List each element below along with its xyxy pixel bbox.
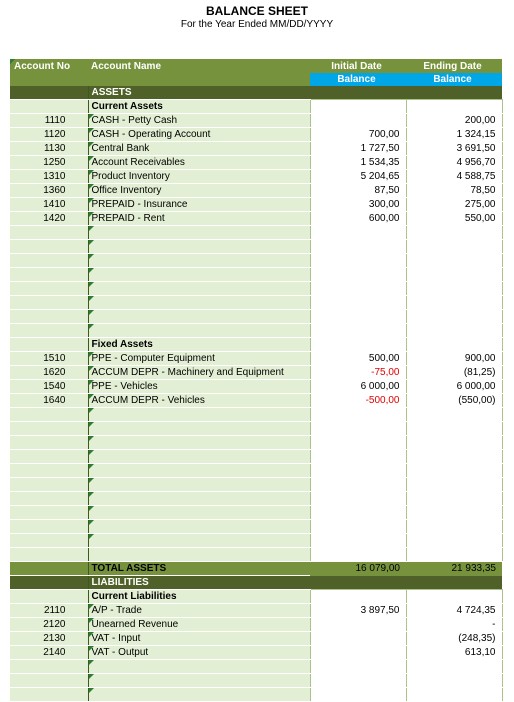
ending-balance-cell[interactable]: (550,00) <box>406 394 502 408</box>
ending-balance-cell[interactable] <box>406 100 502 114</box>
table-row <box>10 254 502 268</box>
column-header-row <box>10 59 502 73</box>
table-row <box>10 184 502 198</box>
initial-balance-cell[interactable] <box>310 114 406 128</box>
ending-balance-cell[interactable] <box>406 548 502 562</box>
subheading-row <box>10 590 502 604</box>
account-no-cell[interactable] <box>10 338 88 352</box>
ending-balance-cell[interactable]: 550,00 <box>406 212 502 226</box>
table-row <box>10 268 502 282</box>
account-name-cell[interactable] <box>88 492 310 506</box>
ending-balance-cell[interactable] <box>406 576 502 590</box>
cell-comment-marker <box>89 450 94 455</box>
account-no-cell[interactable] <box>10 506 88 520</box>
account-name-cell[interactable]: Central Bank <box>88 142 310 156</box>
balance-sheet-table <box>10 59 503 702</box>
table-row <box>10 506 502 520</box>
cell-comment-marker <box>89 254 94 259</box>
account-no-cell[interactable] <box>10 268 88 282</box>
table-row <box>10 282 502 296</box>
table-row <box>10 394 502 408</box>
table-row <box>10 198 502 212</box>
cell-comment-marker <box>89 184 94 189</box>
ending-balance-cell[interactable] <box>406 422 502 436</box>
col-account-no[interactable]: Account No <box>10 59 88 73</box>
account-name-cell[interactable] <box>88 254 310 268</box>
account-no-cell[interactable] <box>10 296 88 310</box>
initial-balance-cell[interactable] <box>310 240 406 254</box>
table-row <box>10 436 502 450</box>
cell-comment-marker <box>89 380 94 385</box>
ending-balance-cell[interactable]: 200,00 <box>406 114 502 128</box>
initial-balance-cell[interactable] <box>310 86 406 100</box>
initial-balance-cell[interactable] <box>310 296 406 310</box>
table-row <box>10 240 502 254</box>
account-name-cell[interactable] <box>88 534 310 548</box>
ending-balance-cell[interactable] <box>406 478 502 492</box>
initial-balance-cell[interactable]: 5 204,65 <box>310 170 406 184</box>
account-name-cell[interactable]: Product Inventory <box>88 170 310 184</box>
subheading-row <box>10 338 502 352</box>
ending-balance-cell[interactable]: 3 691,50 <box>406 142 502 156</box>
ending-balance-cell[interactable] <box>406 254 502 268</box>
account-no-cell[interactable] <box>10 324 88 338</box>
account-no-cell[interactable] <box>10 436 88 450</box>
ending-balance-cell[interactable]: - <box>406 618 502 632</box>
table-row <box>10 450 502 464</box>
table-row <box>10 366 502 380</box>
account-name-cell[interactable] <box>88 674 310 688</box>
table-row <box>10 422 502 436</box>
col-ending-balance[interactable]: Ending Date <box>406 59 502 73</box>
table-row <box>10 604 502 618</box>
ending-balance-cell[interactable]: 6 000,00 <box>406 380 502 394</box>
initial-balance-cell[interactable]: 500,00 <box>310 352 406 366</box>
table-row <box>10 114 502 128</box>
account-name-cell[interactable] <box>88 506 310 520</box>
ending-balance-cell[interactable] <box>406 590 502 604</box>
cell-comment-marker <box>89 114 94 119</box>
ending-balance-cell[interactable] <box>406 436 502 450</box>
account-no-cell[interactable] <box>10 450 88 464</box>
account-name-cell[interactable]: Account Receivables <box>88 156 310 170</box>
account-name-cell[interactable]: Unearned Revenue <box>88 618 310 632</box>
initial-balance-cell[interactable] <box>310 254 406 268</box>
cell-comment-marker <box>89 212 94 217</box>
account-name-cell[interactable]: VAT - Input <box>88 632 310 646</box>
initial-balance-cell[interactable] <box>310 436 406 450</box>
cell-comment-marker <box>89 240 94 245</box>
table-row <box>10 324 502 338</box>
ending-balance-cell[interactable] <box>406 282 502 296</box>
initial-balance-cell[interactable]: -500,00 <box>310 394 406 408</box>
ending-balance-cell[interactable]: (248,35) <box>406 632 502 646</box>
ending-balance-cell[interactable]: 275,00 <box>406 198 502 212</box>
account-name-cell[interactable] <box>88 478 310 492</box>
cell-comment-marker <box>89 464 94 469</box>
ending-balance-cell[interactable]: 4 956,70 <box>406 156 502 170</box>
ending-balance-cell[interactable] <box>406 296 502 310</box>
table-row <box>10 170 502 184</box>
account-no-cell[interactable] <box>10 520 88 534</box>
account-name-cell[interactable]: VAT - Output <box>88 646 310 660</box>
account-name-cell[interactable] <box>88 324 310 338</box>
initial-balance-cell[interactable]: 700,00 <box>310 128 406 142</box>
initial-balance-cell[interactable] <box>310 534 406 548</box>
account-no-cell[interactable] <box>10 562 88 576</box>
initial-balance-cell[interactable] <box>310 646 406 660</box>
account-no-cell[interactable] <box>10 576 88 590</box>
ending-balance-cell[interactable] <box>406 408 502 422</box>
account-name-cell[interactable]: Current Assets <box>88 100 310 114</box>
account-no-cell[interactable]: 2110 <box>10 604 88 618</box>
initial-balance-cell[interactable] <box>310 268 406 282</box>
account-no-cell[interactable] <box>10 240 88 254</box>
cell-comment-marker <box>89 170 94 175</box>
initial-balance-cell[interactable]: 3 897,50 <box>310 604 406 618</box>
account-name-cell[interactable] <box>88 660 310 674</box>
sheet-title: BALANCE SHEET <box>205 4 308 18</box>
initial-balance-cell[interactable] <box>310 660 406 674</box>
cell-comment-marker <box>89 310 94 315</box>
initial-balance-cell[interactable]: 87,50 <box>310 184 406 198</box>
account-name-cell[interactable] <box>88 520 310 534</box>
account-no-cell[interactable] <box>10 688 88 702</box>
table-row <box>10 520 502 534</box>
table-row <box>10 156 502 170</box>
account-name-cell[interactable]: Office Inventory <box>88 184 310 198</box>
cell-comment-marker <box>89 156 94 161</box>
cell-comment-marker <box>89 128 94 133</box>
ending-balance-cell[interactable]: 900,00 <box>406 352 502 366</box>
cell-comment-marker <box>89 324 94 329</box>
account-no-cell[interactable] <box>10 254 88 268</box>
cell-comment-marker <box>89 660 94 665</box>
table-row <box>10 618 502 632</box>
table-row <box>10 296 502 310</box>
cell-comment-marker <box>89 632 94 637</box>
account-name-cell[interactable] <box>88 408 310 422</box>
account-name-cell[interactable] <box>88 422 310 436</box>
cell-comment-marker <box>89 534 94 539</box>
account-no-cell[interactable] <box>10 100 88 114</box>
account-no-cell[interactable] <box>10 226 88 240</box>
cell-comment-marker <box>89 352 94 357</box>
cell-comment-marker <box>89 142 94 147</box>
account-no-cell[interactable] <box>10 408 88 422</box>
table-row <box>10 408 502 422</box>
table-row <box>10 464 502 478</box>
ending-balance-cell[interactable] <box>406 464 502 478</box>
account-no-cell[interactable] <box>10 660 88 674</box>
initial-balance-cell[interactable]: 300,00 <box>310 198 406 212</box>
account-name-cell[interactable] <box>88 296 310 310</box>
table-row <box>10 646 502 660</box>
cell-comment-marker <box>89 226 94 231</box>
initial-balance-cell[interactable]: 1 534,35 <box>310 156 406 170</box>
cell-comment-marker <box>89 646 94 651</box>
initial-balance-cell[interactable] <box>310 590 406 604</box>
account-name-cell[interactable] <box>88 226 310 240</box>
initial-balance-cell[interactable] <box>310 506 406 520</box>
account-name-cell[interactable]: ASSETS <box>88 86 310 100</box>
ending-balance-cell[interactable]: 4 724,35 <box>406 604 502 618</box>
ending-balance-cell[interactable]: 4 588,75 <box>406 170 502 184</box>
ending-balance-cell[interactable] <box>406 268 502 282</box>
cell-comment-marker <box>89 618 94 623</box>
table-row <box>10 492 502 506</box>
ending-balance-cell[interactable] <box>406 240 502 254</box>
initial-balance-cell[interactable] <box>310 464 406 478</box>
account-name-cell[interactable] <box>88 548 310 562</box>
account-no-cell[interactable] <box>10 492 88 506</box>
account-name-cell[interactable]: LIABILITIES <box>88 576 310 590</box>
account-no-cell[interactable]: 2140 <box>10 646 88 660</box>
table-row <box>10 632 502 646</box>
account-name-cell[interactable] <box>88 436 310 450</box>
cell-comment-marker <box>89 282 94 287</box>
ending-balance-cell[interactable] <box>406 506 502 520</box>
table-row <box>10 142 502 156</box>
table-row <box>10 478 502 492</box>
cell-comment-marker <box>89 296 94 301</box>
header-blank <box>88 73 310 86</box>
account-no-cell[interactable]: 2120 <box>10 618 88 632</box>
cell-comment-marker <box>89 478 94 483</box>
account-name-cell[interactable]: PREPAID - Insurance <box>88 198 310 212</box>
table-row <box>10 352 502 366</box>
account-name-cell[interactable] <box>88 310 310 324</box>
cell-comment-marker <box>89 422 94 427</box>
account-no-cell[interactable]: 1360 <box>10 184 88 198</box>
account-no-cell[interactable] <box>10 590 88 604</box>
account-name-cell[interactable]: ACCUM DEPR - Machinery and Equipment <box>88 366 310 380</box>
cell-comment-marker <box>89 674 94 679</box>
account-no-cell[interactable]: 1540 <box>10 380 88 394</box>
ending-balance-cell[interactable]: 78,50 <box>406 184 502 198</box>
account-no-cell[interactable]: 1640 <box>10 394 88 408</box>
ending-balance-cell[interactable] <box>406 338 502 352</box>
initial-balance-cell[interactable] <box>310 576 406 590</box>
ending-balance-cell[interactable] <box>406 534 502 548</box>
initial-balance-cell[interactable] <box>310 478 406 492</box>
account-name-cell[interactable]: CASH - Operating Account <box>88 128 310 142</box>
account-name-cell[interactable]: A/P - Trade <box>88 604 310 618</box>
initial-balance-cell[interactable] <box>310 492 406 506</box>
ending-balance-cell[interactable] <box>406 520 502 534</box>
initial-balance-cell[interactable] <box>310 618 406 632</box>
cell-comment-marker <box>89 520 94 525</box>
table-row <box>10 548 502 562</box>
initial-balance-cell[interactable] <box>310 324 406 338</box>
account-no-cell[interactable]: 1110 <box>10 114 88 128</box>
account-no-cell[interactable] <box>10 310 88 324</box>
account-name-cell[interactable]: PPE - Computer Equipment <box>88 352 310 366</box>
account-name-cell[interactable]: Fixed Assets <box>88 338 310 352</box>
cell-comment-marker <box>89 268 94 273</box>
account-no-cell[interactable]: 2130 <box>10 632 88 646</box>
account-no-cell[interactable]: 1620 <box>10 366 88 380</box>
account-name-cell[interactable] <box>88 240 310 254</box>
account-name-cell[interactable] <box>88 282 310 296</box>
account-name-cell[interactable]: PREPAID - Rent <box>88 212 310 226</box>
ending-balance-cell[interactable] <box>406 450 502 464</box>
total-assets-row <box>10 562 502 576</box>
initial-balance-cell[interactable] <box>310 310 406 324</box>
table-row <box>10 128 502 142</box>
section-row-liabilities <box>10 576 502 590</box>
cell-comment-marker <box>89 436 94 441</box>
cell-comment-marker <box>89 688 94 693</box>
account-no-cell[interactable]: 1420 <box>10 212 88 226</box>
table-row <box>10 226 502 240</box>
col-initial-balance[interactable]: Initial Date <box>310 59 406 73</box>
initial-balance-cell[interactable] <box>310 632 406 646</box>
subheading-row <box>10 100 502 114</box>
initial-balance-cell[interactable] <box>310 282 406 296</box>
cell-comment-marker <box>89 492 94 497</box>
initial-balance-cell[interactable] <box>310 688 406 702</box>
account-name-cell[interactable] <box>88 464 310 478</box>
table-row <box>10 660 502 674</box>
ending-balance-cell[interactable] <box>406 310 502 324</box>
account-no-cell[interactable] <box>10 464 88 478</box>
account-no-cell[interactable] <box>10 282 88 296</box>
initial-balance-cell[interactable]: 600,00 <box>310 212 406 226</box>
account-name-cell[interactable]: CASH - Petty Cash <box>88 114 310 128</box>
account-no-cell[interactable] <box>10 674 88 688</box>
ending-balance-cell[interactable]: 1 324,15 <box>406 128 502 142</box>
initial-balance-cell[interactable]: 16 079,00 <box>310 562 406 576</box>
initial-balance-cell[interactable] <box>310 422 406 436</box>
ending-balance-cell[interactable] <box>406 86 502 100</box>
account-no-cell[interactable]: 1250 <box>10 156 88 170</box>
initial-balance-cell[interactable] <box>310 450 406 464</box>
account-name-cell[interactable] <box>88 268 310 282</box>
ending-balance-cell[interactable]: 613,10 <box>406 646 502 660</box>
initial-balance-cell[interactable] <box>310 520 406 534</box>
table-row <box>10 688 502 702</box>
account-no-cell[interactable] <box>10 534 88 548</box>
initial-balance-cell[interactable] <box>310 100 406 114</box>
cell-comment-marker <box>89 366 94 371</box>
initial-balance-cell[interactable] <box>310 338 406 352</box>
initial-balance-cell[interactable] <box>310 226 406 240</box>
initial-balance-cell[interactable]: 1 727,50 <box>310 142 406 156</box>
account-no-cell[interactable] <box>10 548 88 562</box>
table-row <box>10 212 502 226</box>
table-row <box>10 380 502 394</box>
ending-balance-cell[interactable] <box>406 688 502 702</box>
ending-balance-cell[interactable] <box>406 660 502 674</box>
account-no-cell[interactable]: 1310 <box>10 170 88 184</box>
header-blank <box>10 73 88 86</box>
column-header-row-2 <box>10 73 502 86</box>
ending-balance-cell[interactable] <box>406 492 502 506</box>
account-name-cell[interactable]: ACCUM DEPR - Vehicles <box>88 394 310 408</box>
initial-balance-cell[interactable] <box>310 674 406 688</box>
table-row <box>10 534 502 548</box>
col-initial-balance-sub[interactable]: Balance <box>310 73 406 86</box>
account-name-cell[interactable] <box>88 450 310 464</box>
account-no-cell[interactable]: 1120 <box>10 128 88 142</box>
table-row <box>10 674 502 688</box>
ending-balance-cell[interactable] <box>406 226 502 240</box>
account-no-cell[interactable] <box>10 478 88 492</box>
cell-comment-marker <box>89 198 94 203</box>
ending-balance-cell[interactable]: (81,25) <box>406 366 502 380</box>
cell-comment-marker <box>89 408 94 413</box>
ending-balance-cell[interactable]: 21 933,35 <box>406 562 502 576</box>
col-ending-balance-sub[interactable]: Balance <box>406 73 502 86</box>
initial-balance-cell[interactable]: 6 000,00 <box>310 380 406 394</box>
account-no-cell[interactable] <box>10 422 88 436</box>
initial-balance-cell[interactable]: -75,00 <box>310 366 406 380</box>
table-row <box>10 310 502 324</box>
account-no-cell[interactable]: 1410 <box>10 198 88 212</box>
initial-balance-cell[interactable] <box>310 408 406 422</box>
account-no-cell[interactable] <box>10 86 88 100</box>
cell-comment-marker <box>89 506 94 511</box>
cell-comment-marker <box>89 394 94 399</box>
ending-balance-cell[interactable] <box>406 324 502 338</box>
account-no-cell[interactable]: 1510 <box>10 352 88 366</box>
sheet-subtitle: For the Year Ended MM/DD/YYYY <box>180 19 334 30</box>
section-row-assets <box>10 86 502 100</box>
initial-balance-cell[interactable] <box>310 548 406 562</box>
account-name-cell[interactable] <box>88 688 310 702</box>
cell-comment-marker <box>89 604 94 609</box>
col-account-name[interactable]: Account Name <box>88 59 310 73</box>
ending-balance-cell[interactable] <box>406 674 502 688</box>
account-name-cell[interactable]: TOTAL ASSETS <box>88 562 310 576</box>
account-name-cell[interactable]: Current Liabilities <box>88 590 310 604</box>
account-no-cell[interactable]: 1130 <box>10 142 88 156</box>
account-name-cell[interactable]: PPE - Vehicles <box>88 380 310 394</box>
